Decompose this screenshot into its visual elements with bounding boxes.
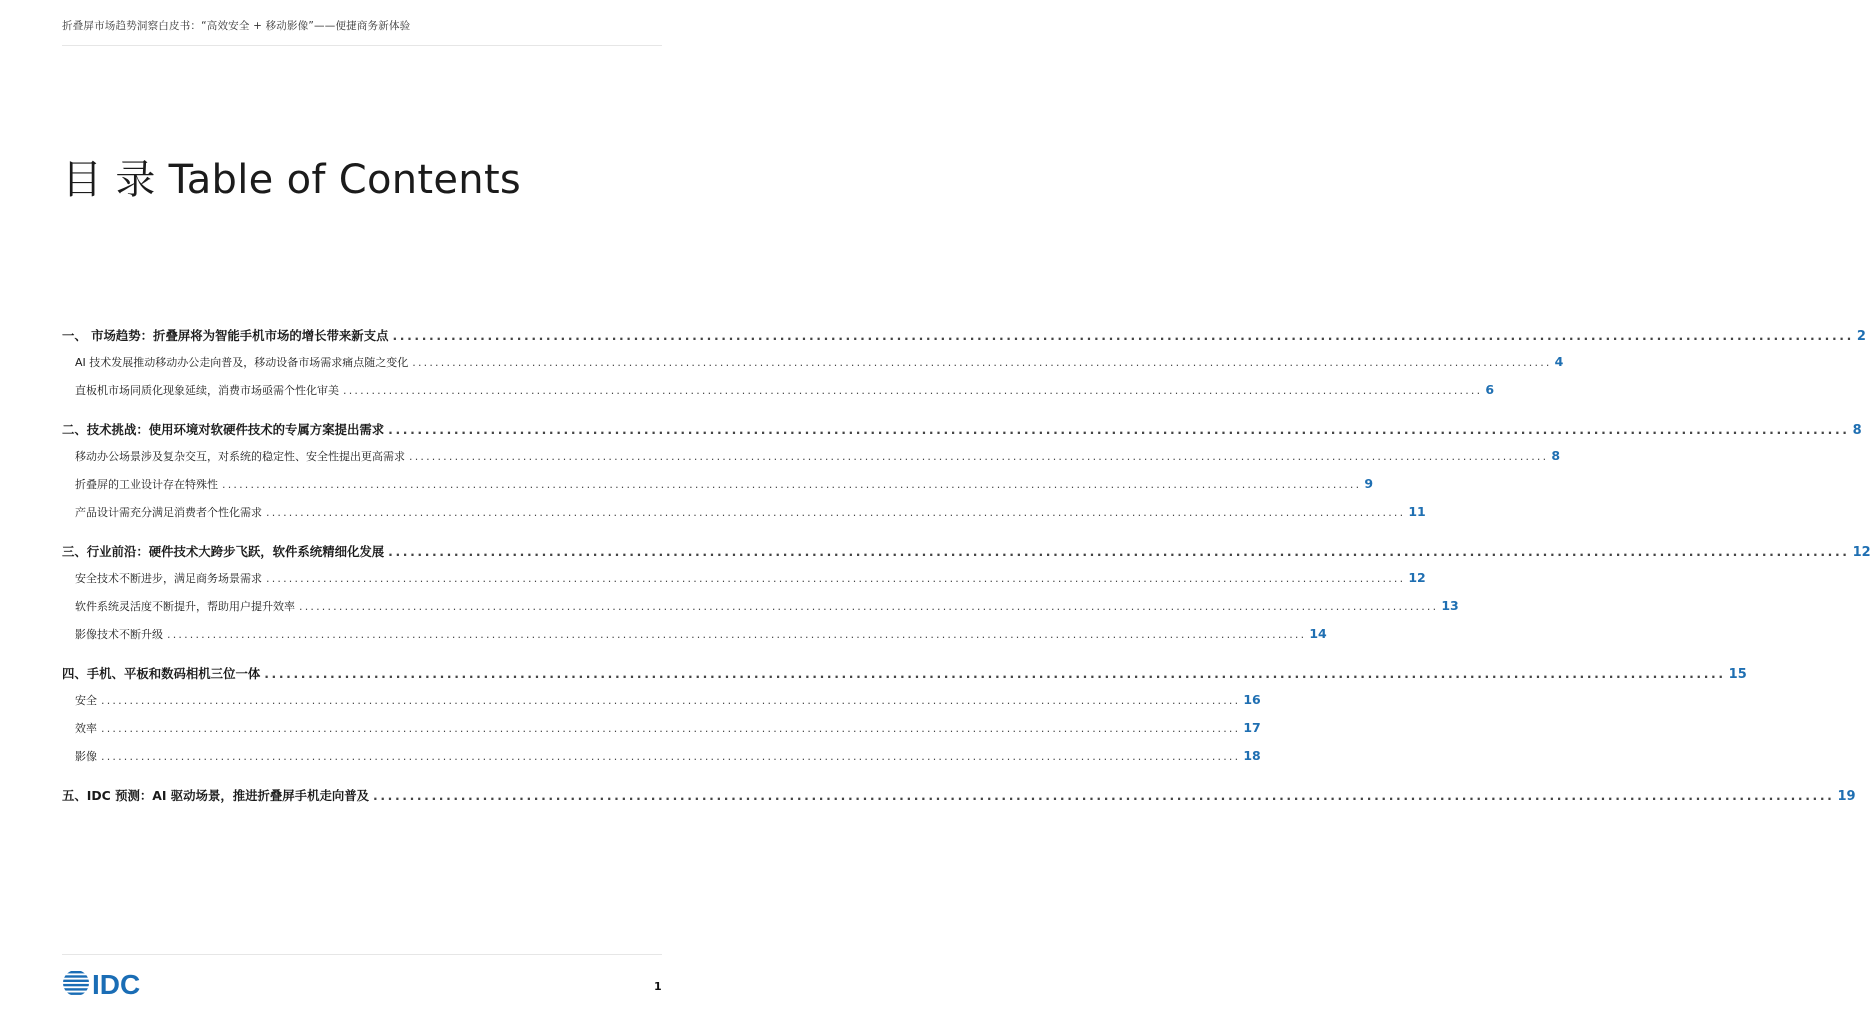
- toc-entry-title: 一、 市场趋势：折叠屏将为智能手机市场的增长带来新支点: [62, 328, 389, 343]
- toc-page-number: 14: [1309, 626, 1327, 641]
- toc-page-number: 12: [1408, 570, 1426, 585]
- toc-entry-title: 移动办公场景涉及复杂交互，对系统的稳定性、安全性提出更高需求: [75, 450, 405, 463]
- toc-entry-title: 产品设计需充分满足消费者个性化需求: [75, 506, 262, 519]
- dot-leader: ........................................................................................................................................................................................................: [101, 694, 1241, 707]
- toc-subentry[interactable]: [62, 570, 1426, 598]
- toc-entry-title: 五、IDC 预测：AI 驱动场景，推进折叠屏手机走向普及: [62, 788, 370, 803]
- toc-page-number: 15: [1728, 667, 1747, 682]
- toc-subentry[interactable]: [62, 354, 1564, 382]
- dot-leader: ........................................................................................................................................................................................................: [412, 356, 1552, 369]
- toc-page-number: 4: [1554, 354, 1564, 369]
- dot-leader: ........................................................................................................................................................................................................: [388, 544, 1850, 559]
- toc-entry-title: 三、行业前沿：硬件技术大跨步飞跃，软件系统精细化发展: [62, 544, 385, 559]
- toc-entry-title: 四、手机、平板和数码相机三位一体: [62, 666, 261, 681]
- toc-subentry[interactable]: [62, 626, 1327, 654]
- dot-leader: ........................................................................................................................................................................................................: [392, 328, 1854, 343]
- toc-section-3: [62, 542, 1871, 654]
- toc-page-number: 12: [1852, 545, 1871, 560]
- toc-page-number: 9: [1364, 476, 1374, 491]
- dot-leader: ........................................................................................................................................................................................................: [299, 600, 1439, 613]
- toc-page-number: 11: [1408, 504, 1426, 519]
- footer-divider: [62, 954, 662, 955]
- toc-entry-title: 影像技术不断升级: [75, 628, 163, 641]
- toc-page-number: 8: [1551, 448, 1561, 463]
- dot-leader: ........................................................................................................................................................................................................: [222, 478, 1362, 491]
- toc-subentry[interactable]: [62, 598, 1459, 626]
- toc-entry-title: 效率: [75, 722, 97, 735]
- idc-logo-icon: [62, 968, 154, 998]
- dot-leader: ........................................................................................................................................................................................................: [409, 450, 1549, 463]
- toc-entry[interactable]: [62, 542, 1871, 570]
- toc-page-number: 2: [1856, 329, 1866, 344]
- toc-section-4: [62, 664, 1747, 776]
- toc-subentry[interactable]: [62, 382, 1495, 410]
- running-header: 折叠屏市场趋势洞察白皮书：“高效安全 + 移动影像”——便捷商务新体验: [62, 20, 411, 32]
- header-divider: [62, 45, 662, 46]
- table-of-contents: [62, 326, 1871, 824]
- toc-page-number: 6: [1485, 382, 1495, 397]
- toc-entry[interactable]: [62, 786, 1856, 814]
- toc-subentry[interactable]: [62, 748, 1261, 776]
- toc-entry-title: 软件系统灵活度不断提升，帮助用户提升效率: [75, 600, 295, 613]
- page-title: 目 录 Table of Contents: [62, 157, 522, 203]
- dot-leader: ........................................................................................................................................................................................................: [373, 788, 1835, 803]
- dot-leader: ........................................................................................................................................................................................................: [101, 750, 1241, 763]
- toc-subentry[interactable]: [62, 448, 1561, 476]
- toc-entry-title: 二、技术挑战：使用环境对软硬件技术的专属方案提出需求: [62, 422, 385, 437]
- toc-entry-title: 直板机市场同质化现象延续，消费市场亟需个性化审美: [75, 384, 339, 397]
- idc-logo: [62, 968, 154, 1002]
- toc-entry-title: AI 技术发展推动移动办公走向普及，移动设备市场需求痛点随之变化: [75, 356, 409, 369]
- dot-leader: ........................................................................................................................................................................................................: [101, 722, 1241, 735]
- page-number: 1: [654, 980, 662, 993]
- toc-page-number: 13: [1441, 598, 1459, 613]
- toc-page-number: 8: [1852, 423, 1862, 438]
- dot-leader: ........................................................................................................................................................................................................: [266, 572, 1406, 585]
- toc-subentry[interactable]: [62, 720, 1261, 748]
- toc-section-2: [62, 420, 1862, 532]
- toc-entry-title: 安全技术不断进步，满足商务场景需求: [75, 572, 262, 585]
- toc-subentry[interactable]: [62, 476, 1374, 504]
- toc-entry-title: 影像: [75, 750, 97, 763]
- toc-page-number: 18: [1243, 748, 1261, 763]
- dot-leader: ........................................................................................................................................................................................................: [264, 666, 1726, 681]
- toc-section-1: [62, 326, 1866, 410]
- toc-entry[interactable]: [62, 326, 1866, 354]
- dot-leader: ........................................................................................................................................................................................................: [266, 506, 1406, 519]
- toc-section-5: [62, 786, 1856, 814]
- dot-leader: ........................................................................................................................................................................................................: [343, 384, 1483, 397]
- toc-entry[interactable]: [62, 420, 1862, 448]
- toc-entry[interactable]: [62, 664, 1747, 692]
- dot-leader: ........................................................................................................................................................................................................: [388, 422, 1850, 437]
- toc-entry-title: 安全: [75, 694, 97, 707]
- toc-page-number: 16: [1243, 692, 1261, 707]
- toc-entry-title: 折叠屏的工业设计存在特殊性: [75, 478, 218, 491]
- dot-leader: ........................................................................................................................................................................................................: [167, 628, 1307, 641]
- toc-page-number: 19: [1837, 789, 1856, 804]
- toc-subentry[interactable]: [62, 504, 1426, 532]
- logo-wordmark: IDC: [92, 969, 141, 1000]
- toc-subentry[interactable]: [62, 692, 1261, 720]
- toc-page-number: 17: [1243, 720, 1261, 735]
